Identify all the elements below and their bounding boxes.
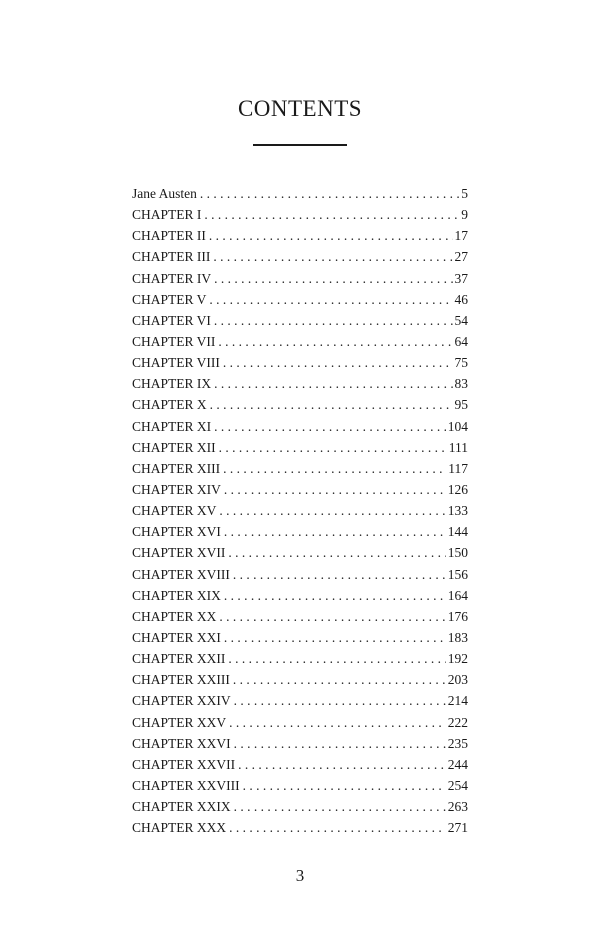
dot-leader <box>219 440 447 456</box>
toc-entry-page: 222 <box>447 714 468 730</box>
toc-entry[interactable] <box>132 820 468 841</box>
toc-entry-label: CHAPTER IX <box>132 376 212 392</box>
dot-leader <box>214 419 446 435</box>
dot-leader <box>223 355 453 371</box>
dot-leader <box>224 524 446 540</box>
toc-entry-page: 46 <box>454 291 468 307</box>
table-of-contents <box>132 186 468 841</box>
dot-leader <box>224 482 446 498</box>
toc-entry-page: 271 <box>447 820 468 836</box>
toc-entry-page: 133 <box>447 503 468 519</box>
dot-leader <box>228 545 445 561</box>
toc-entry-label: CHAPTER XXIV <box>132 693 231 709</box>
toc-entry[interactable] <box>132 630 468 651</box>
toc-entry-page: 111 <box>448 439 468 455</box>
toc-entry-page: 254 <box>447 777 468 793</box>
toc-entry-page: 83 <box>454 376 468 392</box>
dot-leader <box>233 672 446 688</box>
dot-leader <box>228 651 445 667</box>
dot-leader <box>209 292 452 308</box>
toc-entry-label: CHAPTER XIII <box>132 460 221 476</box>
dot-leader <box>219 609 445 625</box>
toc-entry[interactable] <box>132 778 468 799</box>
toc-entry-label: CHAPTER VIII <box>132 355 220 371</box>
page-title: CONTENTS <box>237 96 363 121</box>
toc-entry[interactable] <box>132 207 468 228</box>
toc-entry[interactable] <box>132 334 468 355</box>
dot-leader <box>229 715 446 731</box>
page-number: 3 <box>295 866 305 885</box>
toc-entry-page: 104 <box>447 418 468 434</box>
toc-entry-page: 9 <box>461 207 468 223</box>
toc-entry-label: CHAPTER XXIX <box>132 799 231 815</box>
dot-leader <box>213 249 452 265</box>
toc-entry-page: 126 <box>447 481 468 497</box>
toc-entry-page: 95 <box>454 397 468 413</box>
toc-entry-label: CHAPTER XV <box>132 503 217 519</box>
toc-entry[interactable] <box>132 271 468 292</box>
dot-leader <box>223 461 446 477</box>
toc-entry-label: CHAPTER XXI <box>132 629 221 645</box>
toc-entry-label: CHAPTER XXVII <box>132 756 236 772</box>
toc-entry-label: CHAPTER VII <box>132 333 216 349</box>
dot-leader <box>224 630 446 646</box>
toc-entry[interactable] <box>132 567 468 588</box>
toc-entry[interactable] <box>132 693 468 714</box>
dot-leader <box>219 503 445 519</box>
toc-entry[interactable] <box>132 609 468 630</box>
toc-entry-label: CHAPTER XVIII <box>132 566 230 582</box>
toc-entry-label: CHAPTER XIX <box>132 587 221 603</box>
toc-entry-label: CHAPTER XII <box>132 439 216 455</box>
toc-entry-page: 64 <box>454 333 468 349</box>
toc-entry[interactable] <box>132 672 468 693</box>
dot-leader <box>234 736 446 752</box>
toc-entry-page: 244 <box>447 756 468 772</box>
toc-entry-page: 192 <box>447 651 468 667</box>
title-underline <box>253 144 347 146</box>
toc-entry-page: 263 <box>447 799 468 815</box>
toc-entry-label: CHAPTER IV <box>132 270 212 286</box>
toc-entry-label: Jane Austen <box>132 186 197 201</box>
toc-entry-page: 214 <box>447 693 468 709</box>
toc-entry[interactable] <box>132 186 468 207</box>
dot-leader <box>234 799 446 815</box>
toc-entry-page: 156 <box>447 566 468 582</box>
toc-entry[interactable] <box>132 799 468 820</box>
toc-entry[interactable] <box>132 397 468 418</box>
toc-entry[interactable] <box>132 292 468 313</box>
toc-entry[interactable] <box>132 588 468 609</box>
toc-entry-page: 75 <box>454 355 468 371</box>
toc-entry[interactable] <box>132 313 468 334</box>
toc-entry-label: CHAPTER I <box>132 207 202 223</box>
dot-leader <box>233 567 446 583</box>
toc-entry[interactable] <box>132 651 468 672</box>
toc-entry-page: 17 <box>454 228 468 244</box>
toc-entry-page: 235 <box>447 735 468 751</box>
toc-entry[interactable] <box>132 545 468 566</box>
toc-entry-label: CHAPTER II <box>132 228 206 244</box>
dot-leader <box>209 228 453 244</box>
dot-leader <box>243 778 446 794</box>
toc-entry-page: 150 <box>447 545 468 561</box>
toc-entry[interactable] <box>132 355 468 376</box>
dot-leader <box>200 186 459 202</box>
dot-leader <box>224 588 446 604</box>
toc-entry-label: CHAPTER XIV <box>132 481 221 497</box>
toc-entry-label: CHAPTER XXVI <box>132 735 231 751</box>
toc-entry-page: 37 <box>454 270 468 286</box>
dot-leader <box>218 334 452 350</box>
toc-entry-page: 117 <box>448 460 468 476</box>
toc-entry[interactable] <box>132 757 468 778</box>
toc-entry-label: CHAPTER VI <box>132 312 211 328</box>
toc-entry[interactable] <box>132 440 468 461</box>
toc-entry[interactable] <box>132 736 468 757</box>
toc-entry-label: CHAPTER V <box>132 291 207 307</box>
toc-entry-page: 54 <box>454 312 468 328</box>
dot-leader <box>214 271 452 287</box>
toc-entry-label: CHAPTER III <box>132 249 211 265</box>
toc-entry-label: CHAPTER XXII <box>132 651 226 667</box>
toc-entry-label: CHAPTER XXV <box>132 714 227 730</box>
toc-entry-label: CHAPTER XI <box>132 418 212 434</box>
toc-entry[interactable] <box>132 524 468 545</box>
toc-entry[interactable] <box>132 376 468 397</box>
toc-entry-label: CHAPTER XXX <box>132 820 227 836</box>
toc-entry[interactable] <box>132 482 468 503</box>
toc-entry[interactable] <box>132 419 468 440</box>
dot-leader <box>238 757 446 773</box>
toc-entry-page: 144 <box>447 524 468 540</box>
dot-leader <box>210 397 453 413</box>
toc-entry[interactable] <box>132 503 468 524</box>
dot-leader <box>229 820 446 836</box>
toc-entry[interactable] <box>132 228 468 249</box>
toc-entry-page: 27 <box>454 249 468 265</box>
toc-entry-label: CHAPTER XXVIII <box>132 777 240 793</box>
toc-entry-label: CHAPTER X <box>132 397 207 413</box>
dot-leader <box>204 207 459 223</box>
dot-leader <box>234 693 446 709</box>
toc-entry-page: 203 <box>447 672 468 688</box>
toc-entry[interactable] <box>132 461 468 482</box>
toc-entry-label: CHAPTER XXIII <box>132 672 230 688</box>
toc-entry-page: 5 <box>461 186 468 201</box>
toc-entry[interactable] <box>132 715 468 736</box>
toc-entry-page: 164 <box>447 587 468 603</box>
toc-entry-page: 176 <box>447 608 468 624</box>
toc-entry-label: CHAPTER XX <box>132 608 217 624</box>
toc-entry[interactable] <box>132 249 468 270</box>
dot-leader <box>214 313 453 329</box>
toc-entry-page: 183 <box>447 629 468 645</box>
toc-entry-label: CHAPTER XVI <box>132 524 221 540</box>
dot-leader <box>214 376 452 392</box>
toc-entry-label: CHAPTER XVII <box>132 545 226 561</box>
